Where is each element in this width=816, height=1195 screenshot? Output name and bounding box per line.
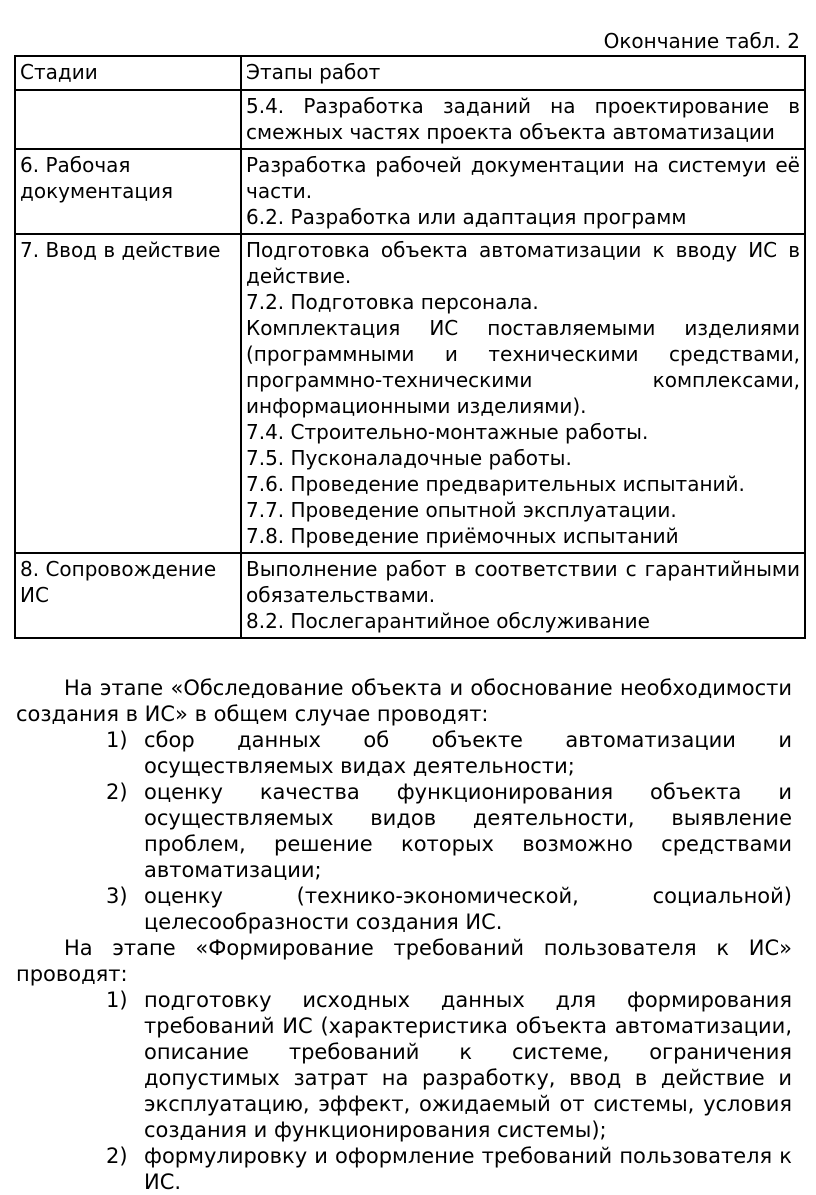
- body-text: [16, 675, 792, 1195]
- table-caption: Окончание табл. 2: [603, 29, 800, 53]
- step-item: Подготовка объекта автоматизации к вводу ИС в действие.: [246, 238, 800, 288]
- step-item: 7.7. Проведение опытной эксплуатации.: [246, 498, 677, 522]
- step-item: Выполнение работ в соответствии с гарантийными обязательствами.: [246, 557, 800, 607]
- list-item: [16, 1143, 792, 1195]
- step-item: 7.2. Подготовка персонала.: [246, 290, 539, 314]
- list-number: 1): [106, 988, 128, 1012]
- list-item-text: оценку качества функционирования объекта и осуществляемых видов деятельности, выявление проблем, решение которых возможно средствами автоматизации;: [144, 780, 792, 882]
- section-intro: На этапе «Обследование объекта и обоснование необходимости создания в ИС» в общем случае проводят:: [16, 676, 792, 726]
- step-item: 7.4. Строительно-монтажные работы.: [246, 420, 649, 444]
- step-item: 7.5. Пусконаладочные работы.: [246, 446, 572, 470]
- list-number: 2): [106, 780, 128, 804]
- list-item-text: подготовку исходных данных для формирования требований ИС (характеристика объекта автоматизации, описание требований к системе, ограничения допустимых затрат на разработку, ввод в действие и эксплуатацию, эффект, ожидаемый от системы, условия создания и функционирования системы);: [144, 988, 792, 1142]
- list-item: [16, 987, 792, 1143]
- table-row: [15, 90, 805, 149]
- stage-cell: 7. Ввод в действие: [15, 234, 241, 553]
- step-item: 5.4. Разработка заданий на проектирование в смежных частях проекта объекта автоматизации: [246, 94, 800, 144]
- step-item: Комплектация ИС поставляемыми изделиями (программными и техническими средствами, программно-техническими комплексами, информационными изделиями).: [246, 316, 800, 418]
- list-item-text: сбор данных об объекте автоматизации и осуществляемых видах деятельности;: [144, 728, 792, 778]
- list-item: [16, 883, 792, 935]
- table-row: [15, 234, 805, 553]
- step-item: 7.6. Проведение предварительных испытаний.: [246, 472, 745, 496]
- section-intro: На этапе «Формирование требований пользователя к ИС» проводят:: [16, 936, 792, 986]
- step-item: 6.2. Разработка или адаптация программ: [246, 205, 687, 229]
- list-number: 2): [106, 1144, 128, 1168]
- steps-cell: [241, 149, 805, 234]
- table-header-row: [15, 56, 805, 90]
- header-steps: Этапы работ: [241, 56, 805, 90]
- table-row: [15, 553, 805, 638]
- steps-cell: [241, 553, 805, 638]
- stage-cell: 8. Сопровождение ИС: [15, 553, 241, 638]
- steps-cell: [241, 234, 805, 553]
- list-number: 1): [106, 728, 128, 752]
- step-item: Разработка рабочей документации на системуи её части.: [246, 153, 800, 203]
- list-item-text: формулировку и оформление требований пользователя к ИС.: [144, 1144, 792, 1194]
- numbered-list: [16, 987, 792, 1195]
- steps-cell: [241, 90, 805, 149]
- list-number: 3): [106, 884, 128, 908]
- numbered-list: [16, 727, 792, 935]
- header-stages: Стадии: [15, 56, 241, 90]
- stages-table: [14, 55, 806, 639]
- table-row: [15, 149, 805, 234]
- stage-cell: 6. Рабочая документация: [15, 149, 241, 234]
- step-item: 7.8. Проведение приёмочных испытаний: [246, 524, 679, 548]
- stage-cell: [15, 90, 241, 149]
- list-item: [16, 727, 792, 779]
- list-item: [16, 779, 792, 883]
- list-item-text: оценку (технико-экономической, социальной) целесообразности создания ИС.: [144, 884, 792, 934]
- step-item: 8.2. Послегарантийное обслуживание: [246, 609, 650, 633]
